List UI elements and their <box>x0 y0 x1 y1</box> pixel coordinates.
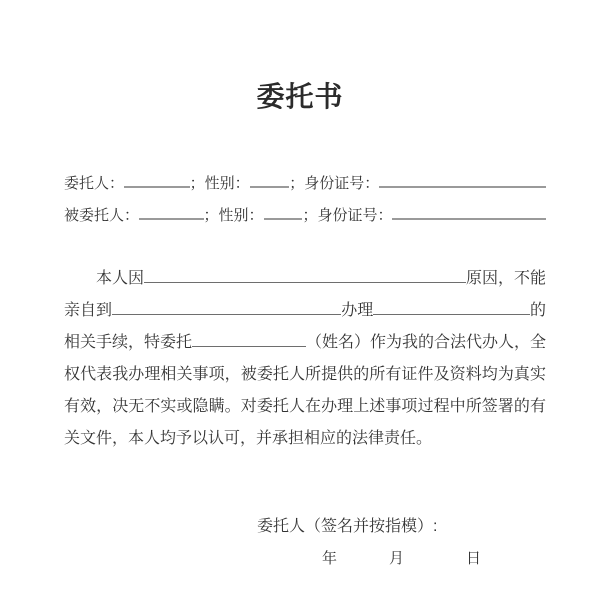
text-line <box>64 263 546 295</box>
blank-fill-field <box>139 216 204 220</box>
signature-label-line <box>64 511 546 543</box>
text-line: 权代表我办理相关事项，被委托人所提供的所有证件及资料均为真实 <box>64 366 546 383</box>
text-segment: （姓名）作为我的合法代办人，全 <box>305 334 546 351</box>
text-segment: 委托人： <box>64 175 125 192</box>
text-segment: 相关手续，特委托 <box>64 334 193 351</box>
text-segment: 被委托人： <box>64 207 140 224</box>
text-segment: ；身份证号： <box>302 207 393 224</box>
text-segment: 亲自到 <box>64 302 113 319</box>
date-month-label: 月 <box>389 550 405 567</box>
blank-fill-field <box>379 184 546 188</box>
text-line <box>64 295 546 327</box>
signature-label: 委托人（签名并按指模）: <box>257 518 438 535</box>
principal-line <box>64 168 546 200</box>
date-day-label: 日 <box>466 550 482 567</box>
document-title: 委托书 <box>256 81 344 112</box>
text-segment: 的 <box>529 302 546 319</box>
blank-fill-field <box>373 312 530 315</box>
document-content <box>64 168 546 575</box>
blank-fill-field <box>250 184 290 188</box>
date-year-label: 年 <box>322 550 338 567</box>
text-line <box>64 327 546 359</box>
text-segment: ；性别： <box>189 175 250 192</box>
blank-fill-field <box>144 280 466 283</box>
blank-fill-field <box>264 216 303 220</box>
text-line: 有效，决无不实或隐瞒。对委托人在办理上述事项过程中所签署的有 <box>64 398 546 415</box>
blank-fill-field <box>112 312 341 315</box>
party-info-block <box>64 168 546 232</box>
blank-fill-field <box>192 344 306 347</box>
agent-line <box>64 200 546 232</box>
blank-fill-field <box>124 184 190 188</box>
text-segment: ；身份证号： <box>289 175 380 192</box>
body-paragraph <box>64 263 546 455</box>
blank-fill-field <box>392 216 546 220</box>
text-segment: 本人因 <box>96 270 145 287</box>
text-segment: ；性别： <box>203 207 264 224</box>
date-line <box>64 543 546 575</box>
text-segment: 原因，不能 <box>465 270 546 287</box>
text-line: 关文件，本人均予以认可，并承担相应的法律责任。 <box>64 430 433 447</box>
text-segment: 办理 <box>341 302 374 319</box>
